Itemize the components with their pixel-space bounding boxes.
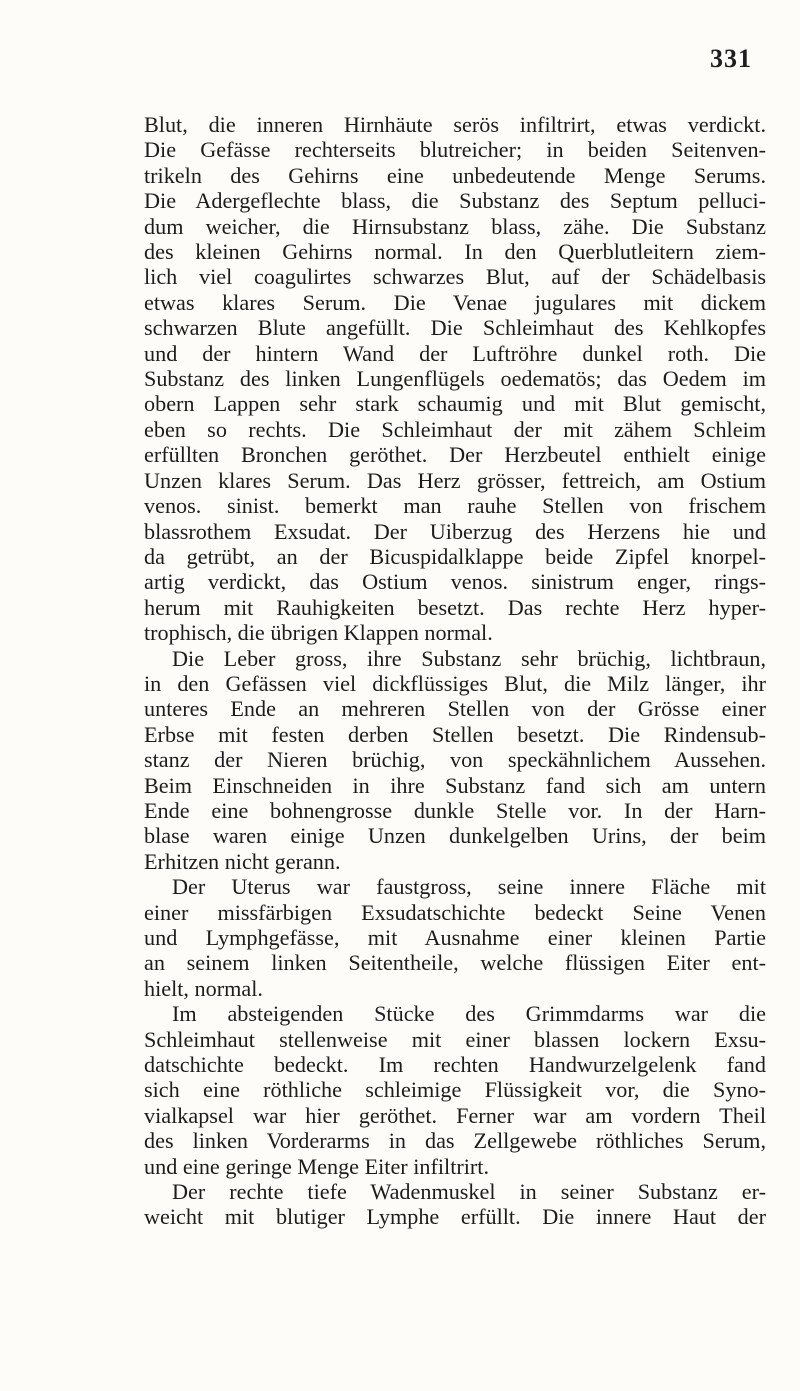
paragraph [144, 1001, 766, 1179]
text-line: artig verdickt, das Ostium venos. sinistrum enger, rings- [144, 569, 766, 595]
text-line: an seinem linken Seitentheile, welche flüssigen Eiter ent- [144, 950, 766, 976]
text-line: schwarzen Blute angefüllt. Die Schleimhaut des Kehlkopfes [144, 315, 766, 341]
text-line: Substanz des linken Lungenflügels oedematös; das Oedem im [144, 366, 766, 392]
text-line: trophisch, die übrigen Klappen normal. [144, 620, 493, 646]
paragraph [144, 874, 766, 1001]
text-line: weicht mit blutiger Lymphe erfüllt. Die innere Haut der [144, 1204, 766, 1230]
text-line: Beim Einschneiden in ihre Substanz fand sich am untern [144, 772, 766, 798]
text-line: Erbse mit festen derben Stellen besetzt. Die Rindensub- [144, 721, 766, 747]
text-line: Der Uterus war faustgross, seine innere Fläche mit [172, 874, 766, 900]
text-line: Die Leber gross, ihre Substanz sehr brüchig, lichtbraun, [172, 645, 766, 671]
text-line: unteres Ende an mehreren Stellen von der Grösse einer [144, 696, 766, 722]
text-line: stanz der Nieren brüchig, von speckähnlichem Aussehen. [144, 747, 766, 773]
text-line: und Lymphgefässe, mit Ausnahme einer kleinen Partie [144, 925, 766, 950]
text-line: und eine geringe Menge Eiter infiltrirt. [144, 1153, 490, 1179]
text-line: Erhitzen nicht gerann. [144, 848, 341, 874]
text-line: Im absteigenden Stücke des Grimmdarms war die [172, 1001, 766, 1027]
text-line: Der rechte tiefe Wadenmuskel in seiner Substanz er- [172, 1179, 766, 1205]
paragraph [144, 646, 766, 875]
paragraph [144, 112, 766, 646]
text-line: da getrübt, an der Bicuspidalklappe beide Zipfel knorpel- [144, 543, 766, 569]
text-line: Blut, die inneren Hirnhäute serös infiltrirt, etwas verdickt. [144, 112, 766, 137]
text-line: Unzen klares Serum. Das Herz grösser, fettreich, am Ostium [144, 467, 766, 493]
text-line: des kleinen Gehirns normal. In den Querblutleitern ziem- [144, 239, 766, 265]
text-line: lich viel coagulirtes schwarzes Blut, auf der Schädelbasis [144, 264, 766, 290]
text-line: Schleimhaut stellenweise mit einer blassen lockern Exsu- [144, 1026, 766, 1052]
text-line: einer missfärbigen Exsudatschichte bedeckt Seine Venen [144, 899, 766, 925]
text-line: obern Lappen sehr stark schaumig und mit Blut gemischt, [144, 391, 766, 417]
text-line: Die Adergeflechte blass, die Substanz des Septum pelluci- [144, 188, 766, 214]
paragraph [144, 1179, 766, 1230]
text-line: etwas klares Serum. Die Venae jugulares mit dickem [144, 289, 766, 315]
text-line: des linken Vorderarms in das Zellgewebe röthliches Serum, [144, 1128, 766, 1154]
text-line: datschichte bedeckt. Im rechten Handwurzelgelenk fand [144, 1052, 766, 1078]
text-line: sich eine röthliche schleimige Flüssigkeit vor, die Syno- [144, 1077, 766, 1103]
text-line: in den Gefässen viel dickflüssiges Blut, die Milz länger, ihr [144, 670, 766, 696]
text-line: dum weicher, die Hirnsubstanz blass, zähe. Die Substanz [144, 213, 766, 239]
text-line: Die Gefässe rechterseits blutreicher; in beiden Seitenven- [144, 137, 766, 163]
text-line: trikeln des Gehirns eine unbedeutende Menge Serums. [144, 162, 766, 188]
text-line: hielt, normal. [144, 975, 263, 1001]
text-line: vialkapsel war hier geröthet. Ferner war am vordern Theil [144, 1102, 766, 1128]
text-line: blassrothem Exsudat. Der Uiberzug des Herzens hie und [144, 518, 766, 544]
text-line: venos. sinist. bemerkt man rauhe Stellen von frischem [144, 493, 766, 519]
text-line: herum mit Rauhigkeiten besetzt. Das rechte Herz hyper- [144, 594, 766, 620]
text-line: und der hintern Wand der Luftröhre dunkel roth. Die [144, 340, 766, 366]
text-line: Ende eine bohnengrosse dunkle Stelle vor. In der Harn- [144, 797, 766, 823]
page-number: 331 [710, 44, 752, 73]
text-line: blase waren einige Unzen dunkelgelben Urins, der beim [144, 823, 766, 849]
text-line: eben so rechts. Die Schleimhaut der mit zähem Schleim [144, 416, 766, 442]
text-line: erfüllten Bronchen geröthet. Der Herzbeutel enthielt einige [144, 442, 766, 468]
body-text [144, 112, 766, 1230]
